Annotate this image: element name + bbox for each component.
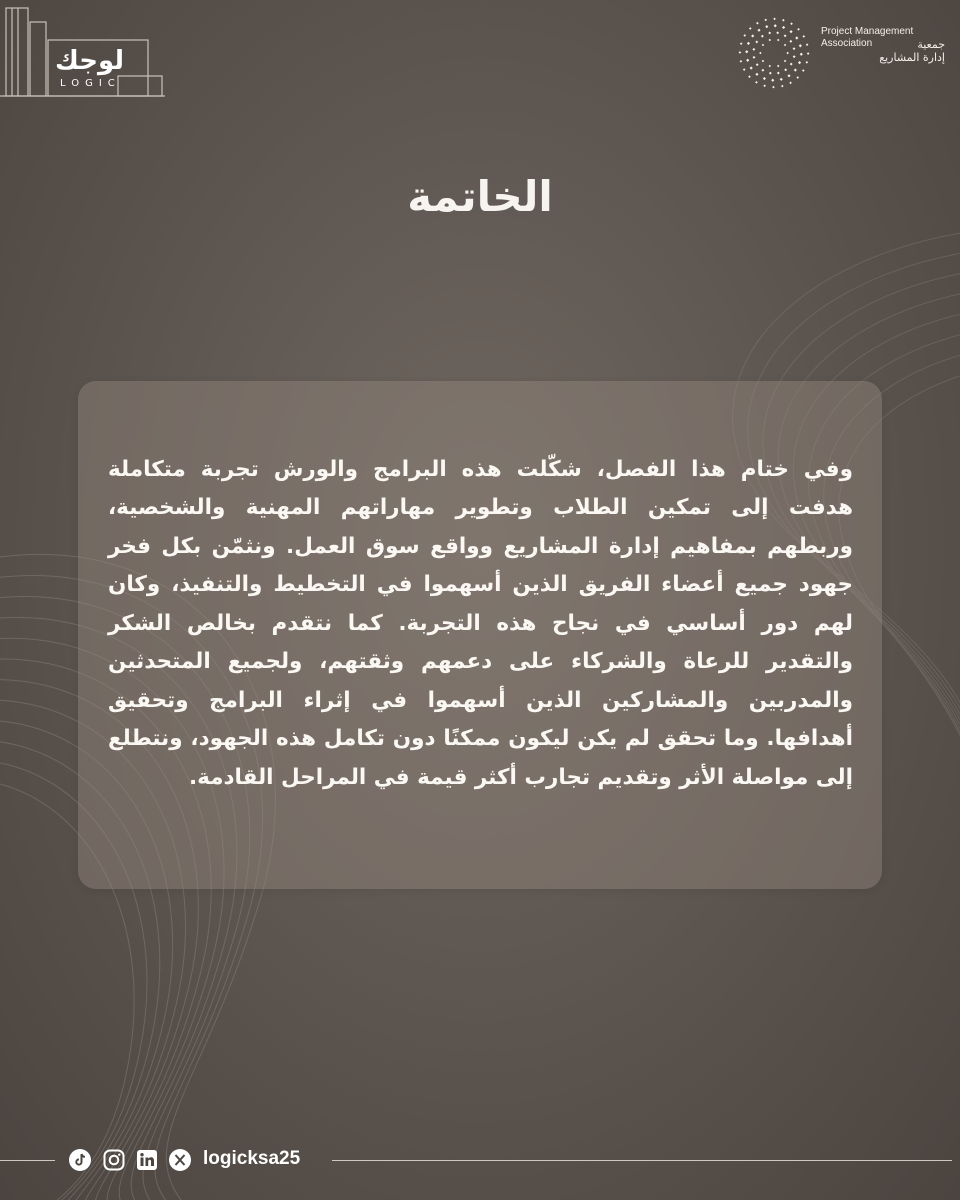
pma-star-dot: [777, 39, 779, 41]
pma-star-dot: [786, 52, 788, 54]
pma-star-dot: [803, 35, 806, 38]
pma-star-dot: [752, 48, 755, 51]
pma-star-dot: [745, 50, 748, 53]
logic-logo: [0, 0, 170, 110]
pma-star-dot: [769, 39, 771, 41]
pma-star-dot: [756, 22, 759, 25]
pma-star-dot: [777, 72, 780, 75]
pma-star-dot: [756, 63, 759, 66]
pma-star-dot: [784, 60, 786, 62]
pma-star-dot: [784, 68, 787, 71]
pma-star-dot: [765, 25, 768, 28]
footer: [0, 1140, 960, 1180]
pma-star-dot: [771, 79, 774, 82]
pma-star-dot: [772, 86, 775, 89]
pma-star-dot: [762, 44, 764, 46]
pma-star-dot: [793, 47, 796, 50]
pma-star-dot: [748, 75, 751, 78]
pma-star-dot: [764, 19, 767, 22]
pma-star-dot: [751, 34, 754, 37]
pma-name-en-line1: Project Management: [821, 26, 914, 37]
pma-star-dot: [798, 61, 801, 64]
pma-star-dot: [777, 65, 779, 67]
pma-star-dot: [795, 36, 798, 39]
pma-star-dot: [755, 40, 758, 43]
pma-star-dot: [807, 52, 810, 55]
pma-star-dot: [784, 34, 787, 37]
pma-logo: [735, 14, 945, 94]
x-icon[interactable]: [168, 1148, 192, 1172]
pma-star-dot: [739, 51, 742, 54]
pma-star-dot: [794, 68, 797, 71]
pma-name-ar-line2: إدارة المشاريع: [879, 51, 945, 64]
pma-star-dot: [780, 78, 783, 81]
instagram-icon[interactable]: [102, 1148, 126, 1172]
pma-star-dot: [789, 40, 792, 43]
pma-star-dot: [789, 30, 792, 33]
pma-star-dot: [784, 44, 786, 46]
pma-star-dot: [761, 35, 764, 38]
social-handle[interactable]: logicksa25: [203, 1148, 301, 1169]
pma-star-dot: [797, 28, 800, 31]
pma-name-ar-line1: جمعية: [917, 38, 945, 51]
tiktok-icon[interactable]: [68, 1148, 92, 1172]
pma-star-dot: [763, 84, 766, 87]
pma-star-dot: [750, 66, 753, 69]
pma-star-dot: [759, 52, 761, 54]
pma-star-dot: [793, 55, 796, 58]
pma-star-dot: [806, 43, 809, 46]
content-card: [78, 381, 882, 889]
pma-star-dot: [789, 82, 792, 85]
pma-star-dot: [743, 68, 746, 71]
pma-star-dot: [790, 22, 793, 25]
logic-arabic-wordmark: لوجك: [55, 46, 125, 76]
footer-divider-left: [0, 1160, 55, 1161]
pma-star-dot: [753, 56, 756, 59]
pma-star-dot: [749, 27, 752, 30]
pma-star-dot: [743, 34, 746, 37]
pma-star-dot: [774, 24, 777, 27]
pma-star-dot: [787, 74, 790, 77]
pma-star-dot: [761, 69, 764, 72]
pma-star-dot: [782, 26, 785, 29]
pma-star-dot: [746, 59, 749, 62]
pma-wordmark: [821, 26, 945, 64]
pma-star-dot: [757, 29, 760, 32]
pma-star-dot: [769, 65, 771, 67]
pma-star-dot: [805, 61, 808, 64]
pma-star-dot: [740, 60, 743, 63]
pma-star-dot: [755, 73, 758, 76]
body-paragraph: وفي ختام هذا الفصل، شكّلت هذه البرامج والورش تجربة متكاملة هدفت إلى تمكين الطلاب وتطوير مهاراتهم المهنية والشخصية، وربطهم بمفاهيم إدارة المشاريع وواقع سوق العمل. ونثمّن بكل فخر جهود جميع أعضاء الفريق الذين أسهموا في التخطيط والتنفيذ، وكان لهم دور أساسي في نجاح هذه التجربة. كما نتقدم بخالص الشكر والتقدير للرعاة والشركاء على دعمهم وثقتهم، ولجميع المتحدثين والمدربين والمشاركين الذين أسهموا في إثراء البرامج وتحقيق أهدافها. وما تحقق لم يكن ليكون ممكنًا دون تكامل هذه الجهود، ونتطلع إلى مواصلة الأثر وتقديم تجارب أكثر قيمة في المراحل القادمة.: [108, 456, 853, 790]
linkedin-icon[interactable]: [135, 1148, 159, 1172]
logic-latin-wordmark: LOGIC: [60, 78, 121, 89]
pma-star-dot: [802, 69, 805, 72]
pma-name-en-line2: Association: [821, 38, 873, 49]
pma-star-dot: [796, 76, 799, 79]
pma-star-dot: [747, 42, 750, 45]
pma-star-dot: [755, 81, 758, 84]
pma-star-dot: [776, 31, 779, 34]
pma-star-icon: [735, 14, 813, 92]
page-title: الخاتمة: [407, 172, 553, 221]
pma-star-dot: [740, 42, 743, 45]
pma-star-dot: [799, 44, 802, 47]
footer-divider-right: [332, 1160, 952, 1161]
pma-star-dot: [762, 60, 764, 62]
pma-star-dot: [769, 72, 772, 75]
pma-star-dot: [782, 19, 785, 22]
pma-star-dot: [781, 85, 784, 88]
pma-star-dot: [800, 53, 803, 56]
pma-star-dot: [763, 77, 766, 80]
pma-star-dot: [790, 63, 793, 66]
pma-star-dot: [768, 32, 771, 35]
pma-star-dot: [773, 18, 776, 21]
